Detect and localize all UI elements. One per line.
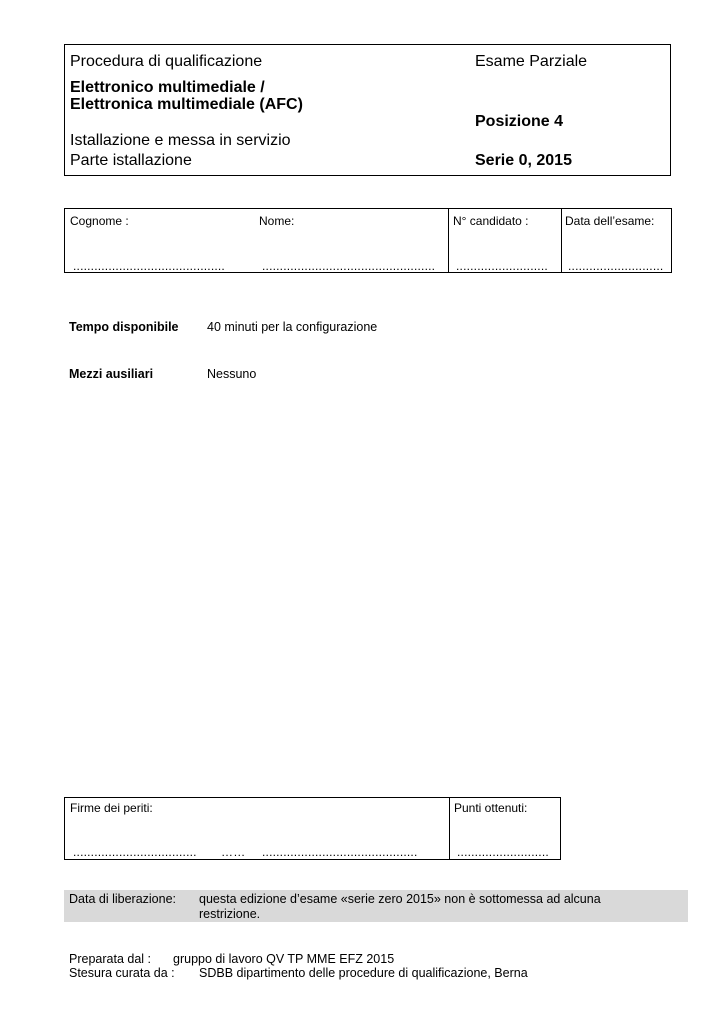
- exam-date-field[interactable]: ...........................: [568, 260, 664, 272]
- edited-label: Stesura curata da :: [69, 966, 175, 980]
- signature-table: [64, 797, 561, 860]
- expert-signature-field-1[interactable]: ...................................: [73, 846, 197, 858]
- candidate-number-label: N° candidato :: [453, 214, 529, 228]
- edited-value: SDBB dipartimento delle procedure di qualificazione, Berna: [199, 966, 528, 980]
- prepared-value: gruppo di lavoro QV TP MME EFZ 2015: [173, 952, 395, 966]
- release-label: Data di liberazione:: [69, 892, 177, 906]
- prepared-label: Preparata dal :: [69, 952, 151, 966]
- name-field[interactable]: .................................................: [262, 260, 436, 272]
- exam-type: Esame Parziale: [475, 53, 588, 70]
- expert-signature-field-2[interactable]: ............................................: [262, 846, 418, 858]
- time-label: Tempo disponibile: [69, 320, 179, 334]
- name-label: Nome:: [259, 214, 295, 228]
- candidate-table: [64, 208, 672, 273]
- points-label: Punti ottenuti:: [454, 801, 528, 815]
- surname-label: Cognome :: [70, 214, 129, 228]
- time-value: 40 minuti per la configurazione: [207, 320, 378, 334]
- signature-table-divider: [449, 798, 450, 859]
- candidate-table-divider: [561, 209, 562, 272]
- release-text-line2: restrizione.: [199, 907, 261, 921]
- aids-value: Nessuno: [207, 367, 257, 381]
- surname-field[interactable]: ...........................................: [73, 260, 225, 272]
- profession-line2: Elettronica multimediale (AFC): [70, 96, 303, 113]
- topic-line1: Istallazione e messa in servizio: [70, 132, 291, 149]
- header-box: [64, 44, 671, 176]
- release-band: [64, 890, 688, 922]
- series-label: Serie 0, 2015: [475, 152, 572, 169]
- topic-line2: Parte istallazione: [70, 152, 192, 169]
- experts-signature-label: Firme dei periti:: [70, 801, 153, 815]
- position-number: Posizione 4: [475, 113, 564, 130]
- release-text-line1: questa edizione d’esame «serie zero 2015» non è sottomessa ad alcuna: [199, 892, 601, 906]
- expert-signature-separator: ……: [221, 846, 246, 858]
- candidate-number-field[interactable]: ..........................: [456, 260, 548, 272]
- exam-date-label: Data dell’esame:: [565, 214, 655, 228]
- points-field[interactable]: ..........................: [457, 846, 549, 858]
- profession-line1: Elettronico multimediale /: [70, 79, 265, 96]
- aids-label: Mezzi ausiliari: [69, 367, 154, 381]
- candidate-table-divider: [448, 209, 449, 272]
- procedure-label: Procedura di qualificazione: [70, 53, 263, 70]
